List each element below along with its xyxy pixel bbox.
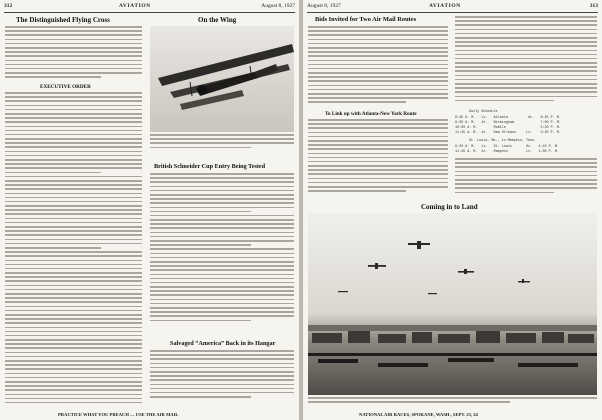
header-rule (4, 12, 295, 13)
article-body-text (308, 119, 448, 199)
schedule-row: 11:45 A. M. Ar. New Orleans Lv. 3:45 P. M. (455, 131, 561, 135)
schedule-row: 11:45 A. M. Ar. Memphis Lv. 1:30 P. M. (455, 150, 559, 154)
running-header (307, 3, 598, 12)
article-headline-executive-order: EXECUTIVE ORDER (40, 84, 91, 90)
header-rule (307, 12, 598, 13)
article-headline-on-the-wing: On the Wing (198, 16, 237, 24)
schedule-row: 8:30 A. M. Ar. Birmingham 7:00 P. M. (455, 121, 561, 125)
schedule-row: 6:45 A. M. Lv. Atlanta Ar. 8:45 P. M. (455, 116, 561, 120)
issue-date: August 8, 1927 (307, 3, 341, 9)
left-page (0, 0, 299, 420)
schedule-header: Daily Schedule (469, 110, 498, 114)
article-body-text (308, 26, 448, 108)
airfield-photo (308, 213, 597, 395)
article-body-text (150, 350, 294, 404)
magazine-title: AVIATION (119, 3, 151, 9)
running-header (4, 3, 295, 12)
article-headline-bids: Bids Invited for Two Air Mail Routes (315, 16, 417, 23)
article-headline-flying-cross: The Distinguished Flying Cross (16, 16, 110, 24)
schedule-row: 9:20 A. M. Lv. St. Louis Ar. 4:10 P. M. (455, 145, 559, 149)
article-body-text (455, 158, 597, 198)
footer-slogan: NATIONAL AIR RACES, SPOKANE, WASH., SEPT. 23, 24 (359, 412, 478, 417)
issue-date: August 8, 1927 (261, 3, 295, 9)
photo-caption (308, 397, 597, 409)
page-number: 312 (4, 3, 13, 9)
article-body-text (150, 173, 294, 331)
article-body-text (5, 92, 142, 404)
article-body-text (455, 16, 597, 108)
seaplane-photo (150, 26, 294, 132)
schedule-row: 10:00 A. M. Mobile 5:30 P. M. (455, 126, 561, 130)
schedule-header: St. Louis, Mo., to Memphis, Tenn. (469, 139, 537, 143)
right-page (303, 0, 602, 420)
article-headline-atlanta-link: To Link up with Atlanta-New York Route (325, 111, 417, 117)
article-body-text (5, 26, 142, 82)
footer-slogan: PRACTICE WHAT YOU PREACH — USE THE AIR MAIL (58, 412, 179, 417)
article-headline-schneider-cup: British Schneider Cup Entry Being Tested (154, 163, 266, 170)
page-number: 313 (589, 3, 598, 9)
article-headline-salvaged-america: Salvaged “America” Back in its Hangar (170, 340, 276, 347)
photo-caption (150, 134, 294, 154)
magazine-title: AVIATION (429, 3, 461, 9)
article-headline-coming-in: Coming in to Land (421, 203, 478, 211)
